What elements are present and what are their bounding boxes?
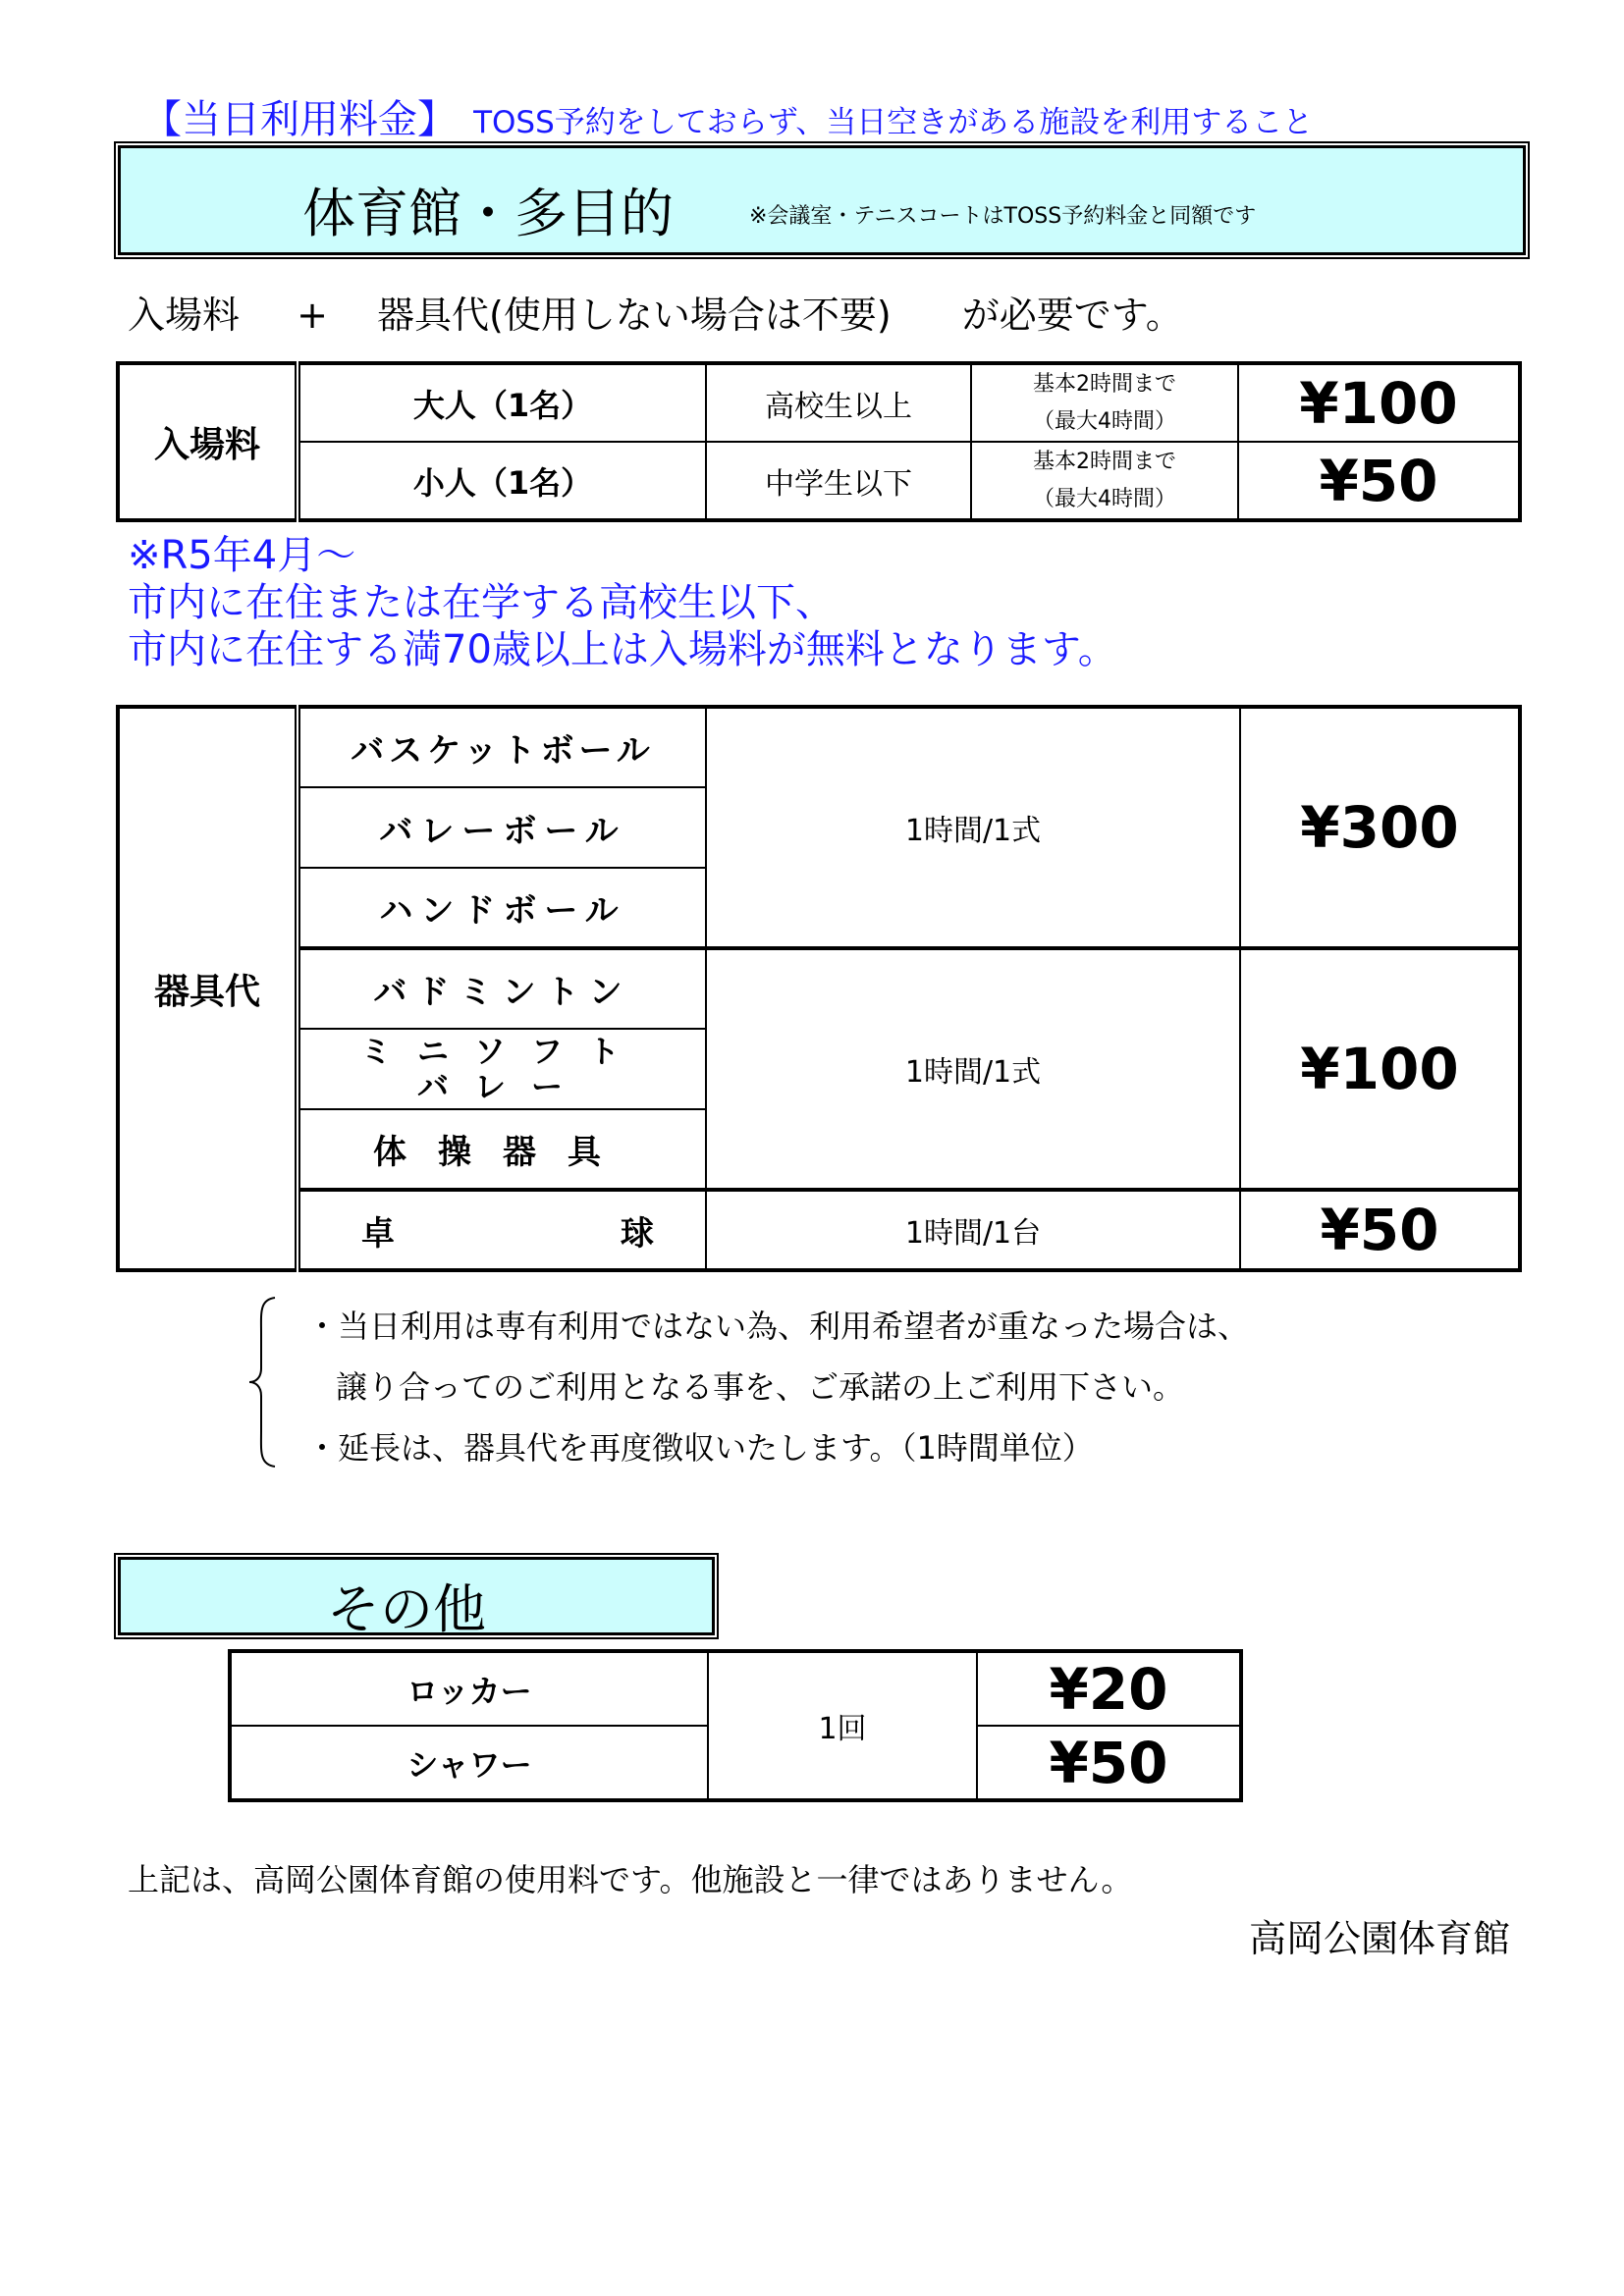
entry-fee-label: 入場料 xyxy=(118,363,298,520)
equipment-fee-label: 器具代 xyxy=(118,707,298,1270)
other-price-shower: ¥50 xyxy=(977,1726,1241,1800)
other-item-shower: シャワー xyxy=(230,1726,708,1800)
notice-date: ※R5年4月～ xyxy=(128,533,356,578)
table-tennis-char1: 卓 xyxy=(361,1213,395,1254)
equipment-mini-soft-volley xyxy=(298,1029,706,1109)
table-row xyxy=(118,442,1520,520)
equipment-badminton: バドミントン xyxy=(298,948,706,1029)
equipment-unit-group2: 1時間/1式 xyxy=(706,948,1240,1190)
other-unit: 1回 xyxy=(708,1651,977,1800)
header-title: 【当日利用料金】 xyxy=(142,97,457,142)
table-row xyxy=(118,363,1520,442)
requirement-equipment: 器具代(使用しない場合は不要) xyxy=(377,294,892,337)
other-section-box xyxy=(118,1557,715,1640)
notice-students: 市内に在住または在学する高校生以下、 xyxy=(128,580,835,625)
table-row xyxy=(230,1651,1241,1726)
other-section-title: その他 xyxy=(327,1578,486,1640)
equipment-volley: バレー xyxy=(416,1068,588,1105)
other-fee-table xyxy=(228,1649,1243,1802)
section-note: ※会議室・テニスコートはTOSS予約料金と同額です xyxy=(749,204,1257,229)
equipment-price-group2: ¥100 xyxy=(1240,948,1520,1190)
equipment-fee-table xyxy=(116,705,1522,1272)
entry-time-max: （最大4時間） xyxy=(1033,486,1176,511)
usage-notes xyxy=(306,1296,1249,1478)
entry-age-adult: 高校生以上 xyxy=(706,363,971,442)
equipment-price-group3: ¥50 xyxy=(1240,1190,1520,1270)
note-consent: 譲り合ってのご利用となる事を、ご承諾の上ご利用下さい。 xyxy=(336,1368,1185,1406)
entry-type-adult: 大人（1名） xyxy=(298,363,706,442)
equipment-handball: ハンドボール xyxy=(298,868,706,948)
requirement-suffix: が必要です。 xyxy=(961,294,1183,337)
free-admission-notice xyxy=(128,532,1117,673)
other-item-locker: ロッカー xyxy=(230,1651,708,1726)
entry-time-basic: 基本2時間まで xyxy=(1033,371,1176,397)
entry-type-child: 小人（1名） xyxy=(298,442,706,520)
entry-time-adult xyxy=(971,363,1238,442)
table-row xyxy=(118,1190,1520,1270)
equipment-price-group1: ¥300 xyxy=(1240,707,1520,948)
entry-price-child: ¥50 xyxy=(1238,442,1520,520)
other-price-locker: ¥20 xyxy=(977,1651,1241,1726)
note-shared-use: ・当日利用は専有利用ではない為、利用希望者が重なった場合は、 xyxy=(306,1308,1250,1345)
footer-text: 上記は、高岡公園体育館の使用料です。他施設と一律ではありません。 xyxy=(128,1861,1133,1898)
header-subtitle: TOSS予約をしておらず、当日空きがある施設を利用すること xyxy=(473,105,1314,140)
table-tennis-char2: 球 xyxy=(620,1213,654,1254)
entry-price-adult: ¥100 xyxy=(1238,363,1520,442)
requirement-plus: + xyxy=(297,294,328,337)
entry-age-child: 中学生以下 xyxy=(706,442,971,520)
entry-time-max: （最大4時間） xyxy=(1033,408,1176,434)
table-row xyxy=(118,948,1520,1029)
equipment-mini-soft: ミニソフト xyxy=(359,1033,645,1070)
entry-time-basic: 基本2時間まで xyxy=(1033,449,1176,474)
note-extension: ・延長は、器具代を再度徴収いたします。（1時間単位） xyxy=(306,1429,1094,1467)
section-title-box xyxy=(118,145,1526,255)
equipment-basketball: バスケットボール xyxy=(298,707,706,787)
table-row xyxy=(118,707,1520,787)
entry-time-child xyxy=(971,442,1238,520)
brace-icon xyxy=(245,1294,285,1470)
requirement-line xyxy=(128,285,1183,339)
footer-signature: 高岡公園体育館 xyxy=(1248,1917,1510,1960)
equipment-table-tennis xyxy=(298,1190,706,1270)
requirement-entry: 入場料 xyxy=(128,294,241,337)
notice-seniors: 市内に在住する満70歳以上は入場料が無料となります。 xyxy=(128,627,1117,672)
equipment-gymnastics: 体操器具 xyxy=(298,1109,706,1190)
page-header xyxy=(142,88,1313,144)
equipment-unit-group3: 1時間/1台 xyxy=(706,1190,1240,1270)
section-title: 体育館・多目的 xyxy=(302,183,674,244)
equipment-unit-group1: 1時間/1式 xyxy=(706,707,1240,948)
equipment-volleyball: バレーボール xyxy=(298,787,706,868)
entry-fee-table xyxy=(116,361,1522,522)
